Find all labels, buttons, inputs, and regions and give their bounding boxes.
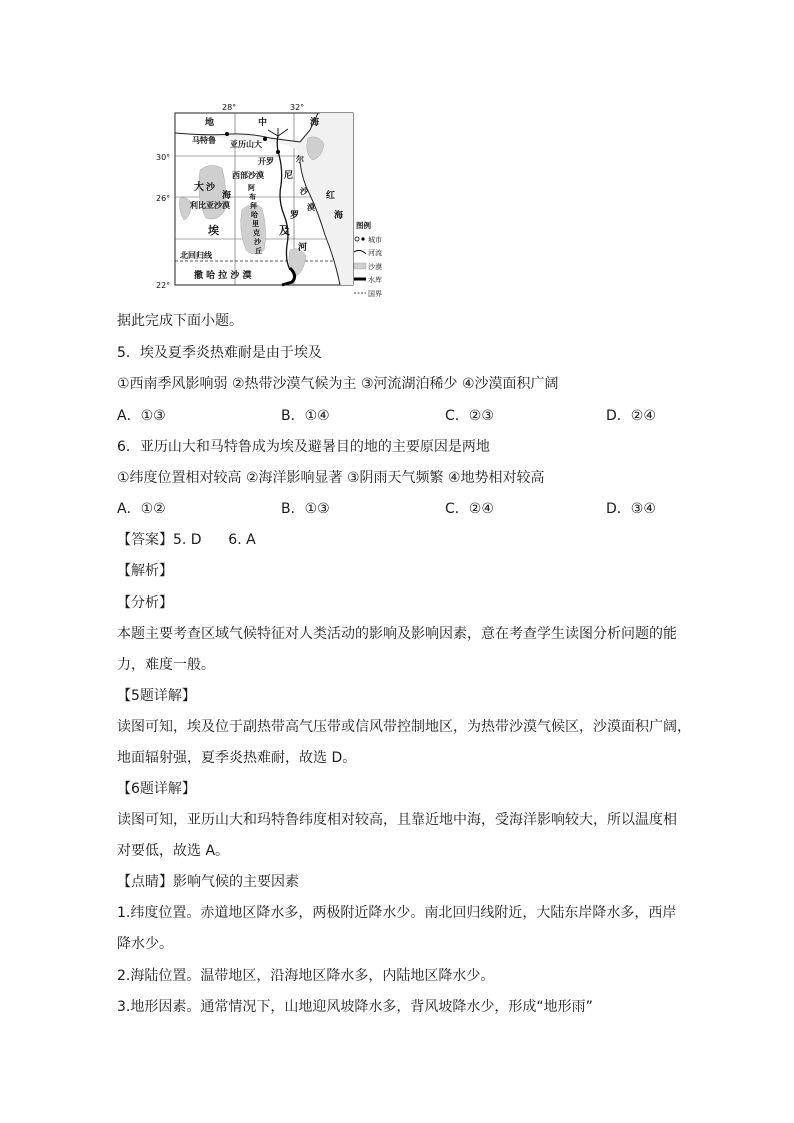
region-western-desert: 西部沙漠 <box>232 171 264 180</box>
q6-statements: ①纬度位置相对较高 ②海洋影响显著 ③阴雨天气频繁 ④地势相对较高 <box>117 470 545 486</box>
q5-detail-label: 【5题详解】 <box>117 688 196 704</box>
region-egypt-2: 及 <box>279 224 290 237</box>
region-arbayin-4: 哈 <box>251 211 258 219</box>
q5-stem: 5．埃及夏季炎热难耐是由于埃及 <box>117 345 322 361</box>
lat-label-22: 22° <box>156 281 171 290</box>
tip-1-cont: 降水少。 <box>117 936 173 952</box>
region-sahara: 撒 哈 拉 沙 漠 <box>194 271 252 281</box>
q6-detail-text-1: 读图可知，亚历山大和玛特鲁纬度相对较高，且靠近地中海，受海洋影响较大，所以温度相 <box>117 812 677 828</box>
region-arbayin-2: 布 <box>249 193 256 201</box>
q5-statements: ①西南季风影响弱 ②热带沙漠气候为主 ③河流湖泊稀少 ④沙漠面积广阔 <box>117 376 559 392</box>
egypt-map-figure <box>150 100 390 300</box>
q6-detail-text-2: 对要低，故选 A。 <box>117 843 230 859</box>
legend-border: 国界 <box>368 290 382 298</box>
tip-1: 1.纬度位置。赤道地区降水多，两极附近降水少。南北回归线附近，大陆东岸降水多，西岸 <box>117 905 677 921</box>
legend-title: 图例 <box>356 221 371 230</box>
map-legend <box>354 220 382 298</box>
legend-reservoir: 水库 <box>368 276 382 284</box>
q5-option-d: D．②④ <box>606 408 656 424</box>
region-east-sand-2: 漠 <box>307 203 315 212</box>
region-great-sand-3: 海 <box>222 191 232 201</box>
region-arbayin-3: 拜 <box>250 202 257 210</box>
analysis-text-2: 力，难度一般。 <box>117 657 215 673</box>
city-marker-matruh <box>225 132 229 136</box>
q5-detail-text-2: 地面辐射强，夏季炎热难耐，故选 D。 <box>117 750 357 766</box>
q6-stem: 6．亚历山大和马特鲁成为埃及避暑目的地的主要原因是两地 <box>117 439 490 455</box>
lat-label-30: 30° <box>156 153 171 162</box>
q6-option-c: C．②④ <box>445 501 494 517</box>
nile-label-2: 罗 <box>290 211 300 221</box>
tips-label: 【点睛】 <box>117 874 173 890</box>
tips-title: 影响气候的主要因素 <box>173 874 299 890</box>
tip-2: 2.海陆位置。温带地区，沿海地区降水多，内陆地区降水少。 <box>117 968 495 984</box>
red-sea-label-1: 红 <box>326 191 336 201</box>
nile-label-1: 尼 <box>284 171 294 181</box>
region-arbayin-1: 阿 <box>248 184 255 192</box>
lon-label-28: 28° <box>222 103 237 112</box>
region-arbayin-8: 丘 <box>255 247 262 255</box>
region-arbayin-7: 沙 <box>254 238 261 246</box>
city-label-matruh: 马特鲁 <box>192 136 216 145</box>
q6-option-d: D．③④ <box>606 501 656 517</box>
region-east-sand-1: 沙 <box>300 187 308 196</box>
legend-river: 河流 <box>368 249 382 257</box>
intro-text: 据此完成下面小题。 <box>117 313 243 329</box>
red-sea-label-2: 海 <box>334 211 344 221</box>
sea-label-2: 中 <box>258 118 268 128</box>
region-east-a: 尔 <box>296 155 304 164</box>
q6-option-a: A．①② <box>117 501 166 517</box>
legend-city: 城市 <box>368 236 382 244</box>
q6-detail-label: 【6题详解】 <box>117 781 196 797</box>
q5-detail-text-1: 读图可知，埃及位于副热带高气压带或信风带控制地区，为热带沙漠气候区，沙漠面积广阔， <box>117 719 691 735</box>
sea-label-3: 海 <box>310 118 320 128</box>
analysis-text-1: 本题主要考查区域气候特征对人类活动的影响及影响因素，意在考查学生读图分析问题的能 <box>117 626 677 642</box>
region-arbayin-6: 克 <box>253 229 260 237</box>
egypt-map <box>150 100 390 300</box>
legend-river-icon <box>354 250 366 254</box>
city-marker-cairo <box>276 150 280 154</box>
legend-desert: 沙漠 <box>368 263 382 271</box>
city-label-alexandria: 亚历山大 <box>230 140 262 149</box>
q5-option-a: A．①③ <box>117 408 166 424</box>
explanation-label: 【解析】 <box>117 563 173 579</box>
q6-option-b: B．①③ <box>281 501 330 517</box>
region-egypt-1: 埃 <box>208 224 219 237</box>
tip-3: 3.地形因素。通常情况下，山地迎风坡降水多，背风坡降水少，形成“地形雨” <box>117 999 593 1015</box>
city-label-cairo: 开罗 <box>258 157 274 166</box>
lat-label-26: 26° <box>156 194 171 203</box>
nile-label-3: 河 <box>298 243 308 253</box>
analysis-label: 【分析】 <box>117 595 173 611</box>
region-great-sand-2: 沙 <box>206 183 216 193</box>
q5-option-b: B．①④ <box>281 408 330 424</box>
answer-line <box>117 530 256 550</box>
region-arbayin-5: 里 <box>252 220 259 228</box>
city-marker-alexandria <box>263 137 267 141</box>
sea-label-1: 地 <box>205 118 215 128</box>
region-libyan-desert: 利比亚沙漠 <box>190 201 230 210</box>
answer-label: 【答案】 <box>117 532 173 548</box>
tropic-label: 北回归线 <box>180 251 212 260</box>
region-great-sand-1: 大 <box>194 182 204 193</box>
lon-label-32: 32° <box>290 103 305 112</box>
answer-text: 5. D 6. A <box>173 532 256 548</box>
tips-line <box>117 872 299 892</box>
legend-city-icon <box>355 237 359 241</box>
q5-option-c: C．②③ <box>445 408 494 424</box>
legend-desert-icon <box>354 263 366 269</box>
